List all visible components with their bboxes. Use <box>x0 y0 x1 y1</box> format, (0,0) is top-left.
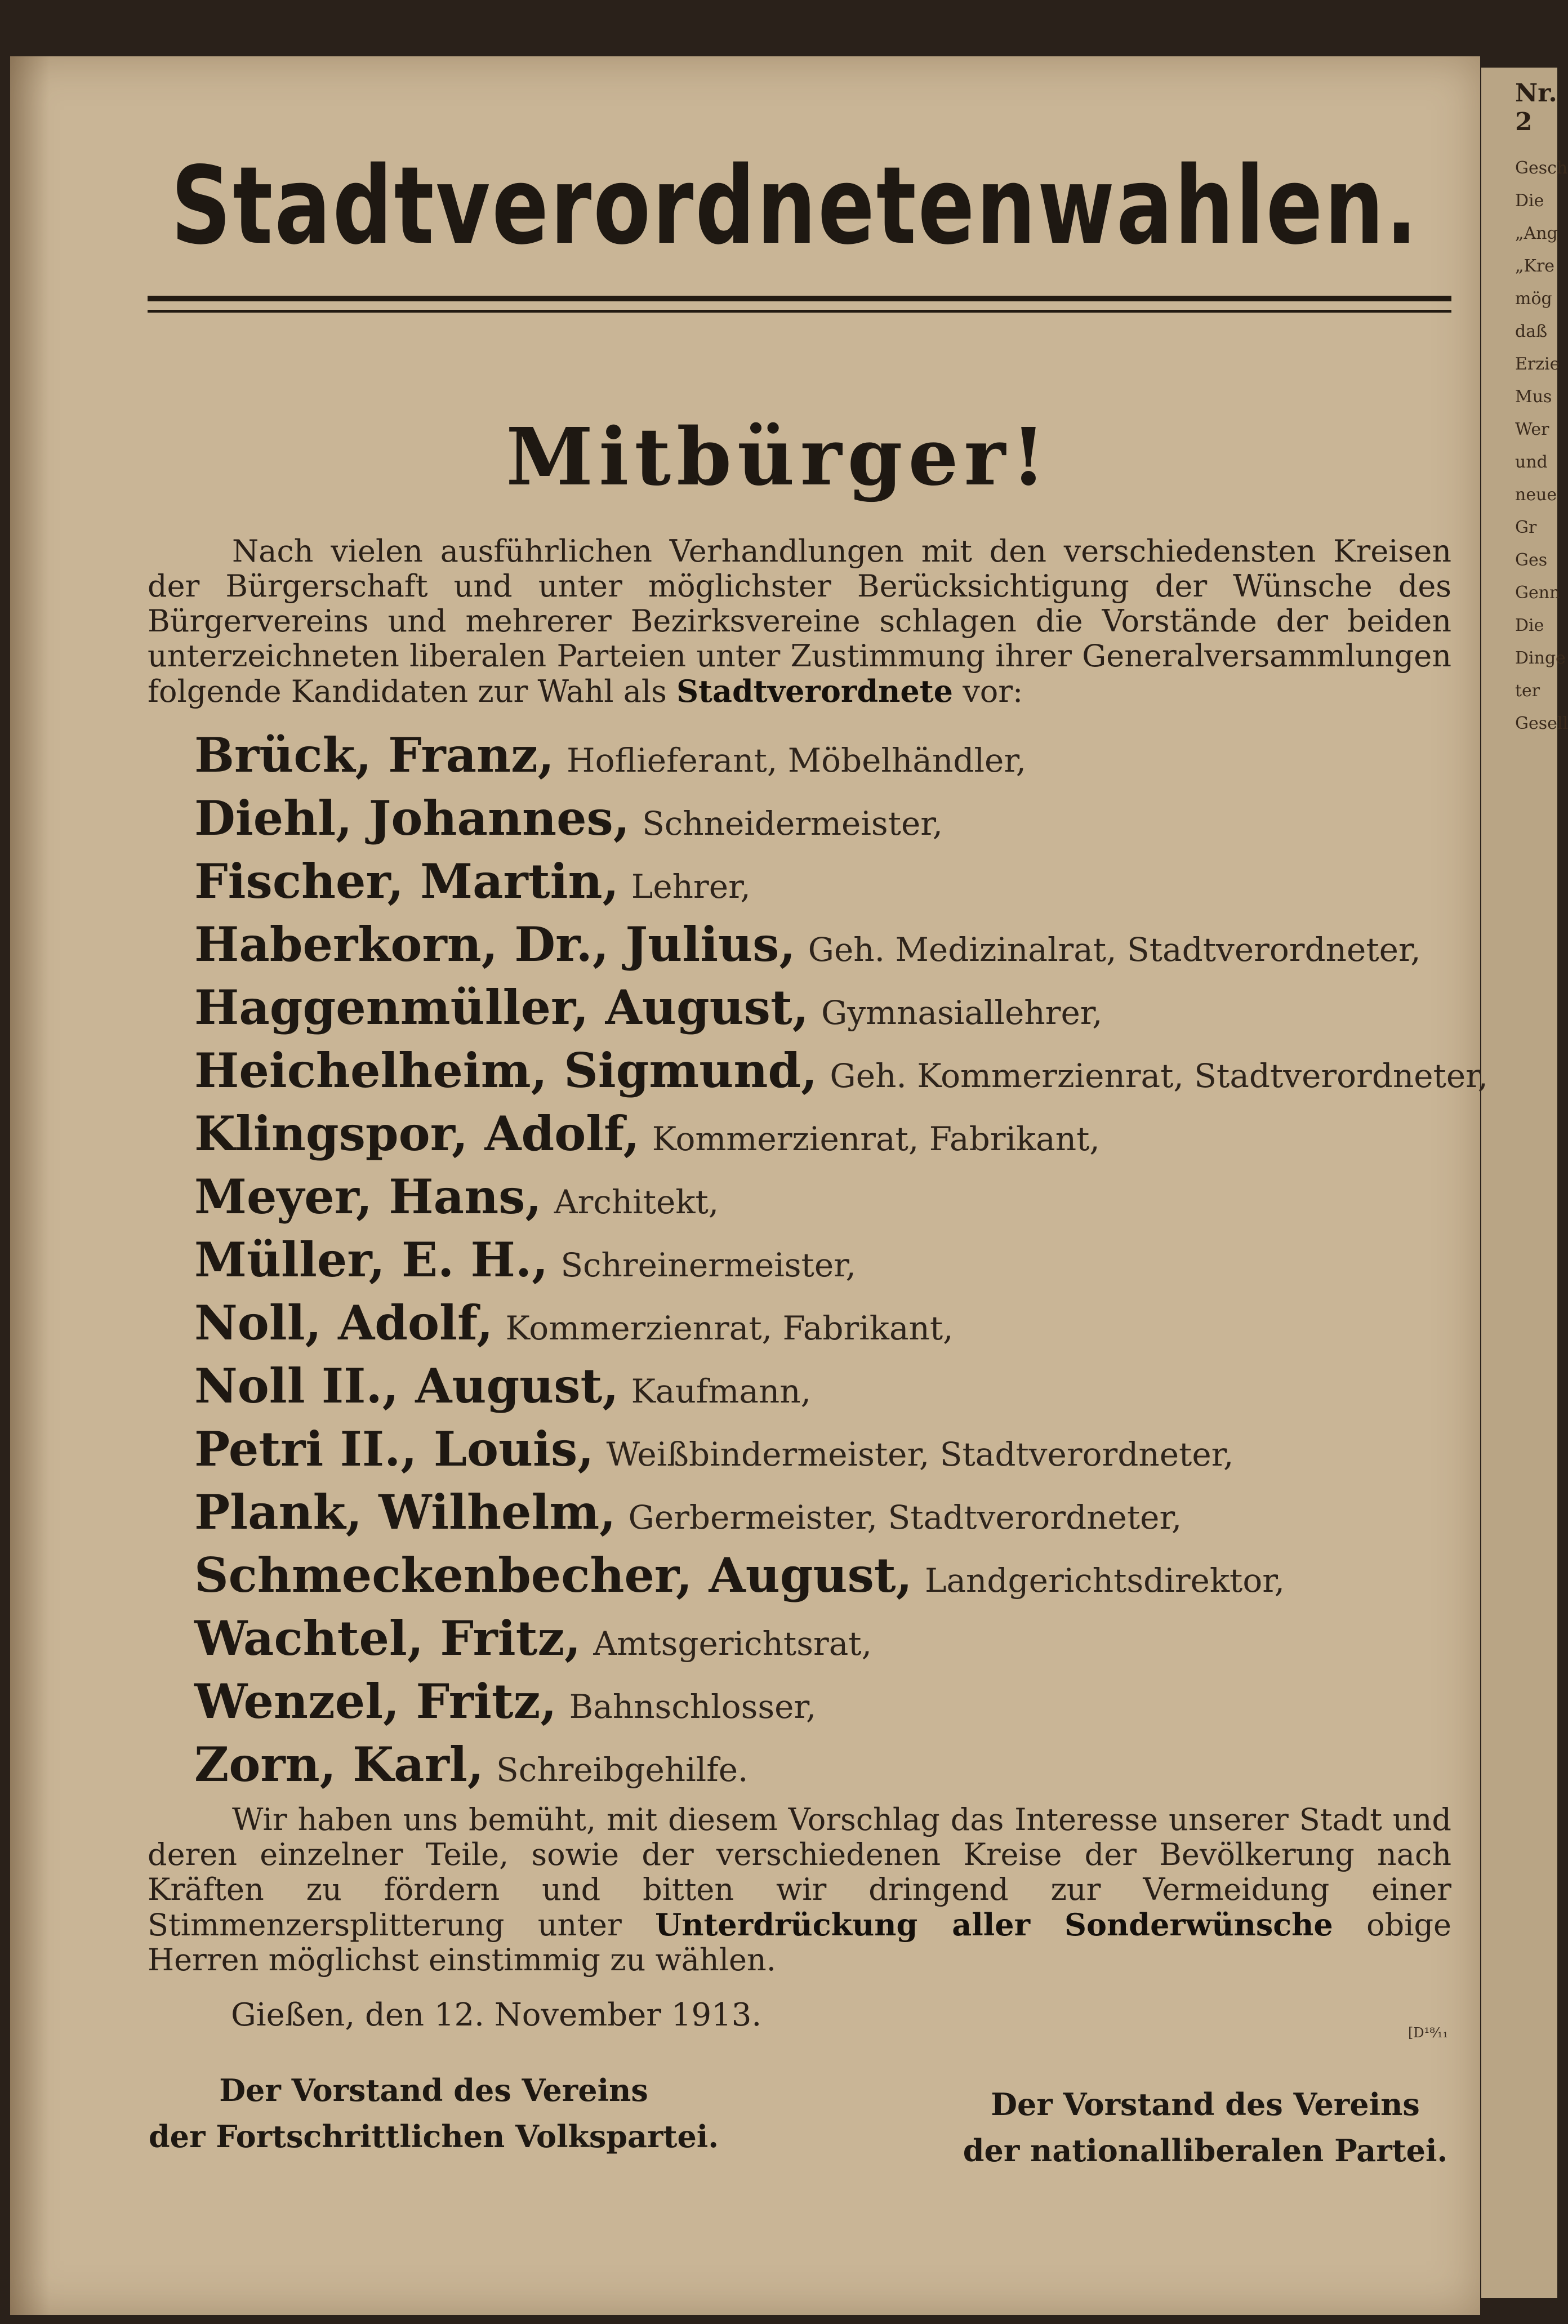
page-title: Stadtverordnetenwahlen. <box>171 144 1419 268</box>
adjacent-page-line: Die <box>1515 616 1544 635</box>
candidate-role: Schreibgehilfe. <box>496 1751 749 1789</box>
candidate-role: Kommerzienrat, Fabrikant, <box>652 1120 1100 1158</box>
candidate-role: Hoflieferant, Möbelhändler, <box>567 741 1027 780</box>
candidate-item <box>194 787 1488 850</box>
closing-emphasis: Unterdrückung aller Sonderwünsche <box>655 1907 1333 1943</box>
candidate-item <box>194 1418 1488 1481</box>
candidate-item <box>194 1733 1488 1796</box>
candidate-role: Amtsgerichtsrat, <box>593 1624 872 1663</box>
adjacent-page-line: Genn <box>1515 583 1561 603</box>
adjacent-page-line: Wer <box>1515 420 1549 439</box>
candidate-name: Zorn, Karl, <box>194 1737 484 1792</box>
candidate-name: Klingspor, Adolf, <box>194 1106 640 1161</box>
candidate-item <box>194 1165 1488 1228</box>
adjacent-page-line: Dinge <box>1515 648 1566 668</box>
candidate-role: Kommerzienrat, Fabrikant, <box>505 1309 954 1347</box>
candidate-name: Haggenmüller, August, <box>194 980 809 1035</box>
signature-national-liberal-party <box>946 2081 1464 2174</box>
print-mark: [D¹⁸⁄₁₁ <box>1408 2025 1449 2041</box>
candidate-name: Müller, E. H., <box>194 1232 549 1288</box>
candidate-item <box>194 976 1488 1039</box>
candidate-role: Gymnasiallehrer, <box>821 994 1103 1032</box>
candidate-item <box>194 1607 1488 1670</box>
candidate-role: Schneidermeister, <box>642 804 943 843</box>
candidate-name: Petri II., Louis, <box>194 1421 594 1477</box>
adjacent-page-header: Nr. 2 <box>1515 79 1557 136</box>
title-rule-thin <box>148 310 1451 313</box>
adjacent-page-line: mög <box>1515 289 1552 309</box>
closing-paragraph <box>148 1802 1451 1978</box>
adjacent-page-strip <box>1481 68 1568 2298</box>
candidate-item <box>194 1228 1488 1292</box>
candidate-role: Lehrer, <box>631 867 751 906</box>
adjacent-page-line: „Ang <box>1515 224 1558 243</box>
intro-text: Nach vielen ausführlichen Verhandlungen mit den verschiedensten Kreisen der Bürgerschaft und unter möglichster Berücksichtigung der Wünsche des Bürgervereins und mehrerer Bezirksvereine schlagen die Vorstände der beiden unterzeichneten liberalen Parteien unter Zustimmung ihrer Generalversammlungen folgende Kandidaten zur Wahl als <box>148 533 1451 709</box>
intro-end: vor: <box>963 674 1023 709</box>
candidate-role: Weißbindermeister, Stadtverordneter, <box>606 1435 1234 1473</box>
adjacent-page-line: Gesch <box>1515 158 1568 178</box>
candidate-role: Bahnschlosser, <box>569 1688 817 1726</box>
adjacent-page-line: Gesell <box>1515 714 1568 733</box>
candidate-role: Architekt, <box>554 1183 719 1221</box>
candidate-item <box>194 1481 1488 1544</box>
candidate-item <box>194 1292 1488 1355</box>
candidate-role: Geh. Kommerzienrat, Stadtverordneter, <box>830 1057 1489 1095</box>
candidate-item <box>194 1039 1488 1102</box>
candidate-name: Plank, Wilhelm, <box>194 1484 616 1540</box>
adjacent-page-line: ter <box>1515 681 1540 701</box>
closing-text: Wir haben uns bemüht, mit diesem Vorschlag das Interesse unserer Stadt und deren einzelner Teile, sowie der verschiedenen Kreise der Bevölkerung nach Kräften zu fördern und bitten wir dringend zur Vermeidung einer Stimmenzersplitterung unter <box>148 1802 1451 1943</box>
candidate-name: Diehl, Johannes, <box>194 790 630 846</box>
candidate-item <box>194 1355 1488 1418</box>
candidate-name: Noll, Adolf, <box>194 1295 493 1351</box>
candidate-name: Haberkorn, Dr., Julius, <box>194 916 796 972</box>
adjacent-page-line: Mus <box>1515 387 1552 407</box>
candidate-name: Brück, Franz, <box>194 727 555 783</box>
adjacent-page-line: und <box>1515 452 1548 472</box>
adjacent-page-line: Erzie <box>1515 354 1560 374</box>
candidate-name: Fischer, Martin, <box>194 853 619 909</box>
adjacent-page-line: Gr <box>1515 518 1537 537</box>
signature-line-1: Der Vorstand des Vereins <box>219 2072 648 2108</box>
candidate-item <box>194 913 1488 976</box>
candidate-name: Meyer, Hans, <box>194 1169 542 1225</box>
candidate-item <box>194 1102 1488 1165</box>
candidate-role: Gerbermeister, Stadtverordneter, <box>628 1498 1182 1537</box>
signature-progressive-party <box>135 2067 732 2160</box>
adjacent-page-line: neue <box>1515 485 1557 505</box>
signature-line-2: der nationalliberalen Partei. <box>963 2132 1448 2169</box>
candidate-name: Wenzel, Fritz, <box>194 1673 557 1729</box>
candidate-role: Kaufmann, <box>631 1372 812 1410</box>
candidate-list <box>194 724 1488 1796</box>
signature-line-1: Der Vorstand des Vereins <box>991 2086 1420 2122</box>
candidate-item <box>194 1670 1488 1733</box>
candidate-role: Geh. Medizinalrat, Stadtverordneter, <box>808 931 1421 969</box>
intro-paragraph <box>148 534 1451 709</box>
candidate-name: Heichelheim, Sigmund, <box>194 1043 818 1098</box>
adjacent-page-line: „Kre <box>1515 256 1555 276</box>
signature-line-2: der Fortschrittlichen Volkspartei. <box>148 2118 719 2154</box>
candidate-item <box>194 1544 1488 1607</box>
adjacent-page-line: daß <box>1515 322 1548 341</box>
title-rule-thick <box>148 296 1451 301</box>
adjacent-page-line: Die <box>1515 191 1544 211</box>
candidate-item <box>194 850 1488 913</box>
candidate-item <box>194 724 1488 787</box>
candidate-role: Schreinermeister, <box>560 1246 856 1284</box>
adjacent-page-line: Ges <box>1515 550 1548 570</box>
date-line: Gießen, den 12. November 1913. <box>231 1997 762 2033</box>
candidate-name: Schmeckenbecher, August, <box>194 1547 912 1603</box>
candidate-name: Noll II., August, <box>194 1358 619 1414</box>
greeting-heading: Mitbürger! <box>506 411 1052 504</box>
candidate-name: Wachtel, Fritz, <box>194 1610 581 1666</box>
candidate-role: Landgerichtsdirektor, <box>924 1561 1285 1600</box>
closing-end: obige Herren möglichst einstimmig zu wählen. <box>148 1907 1451 1978</box>
intro-emphasis: Stadtverordnete <box>676 673 954 709</box>
